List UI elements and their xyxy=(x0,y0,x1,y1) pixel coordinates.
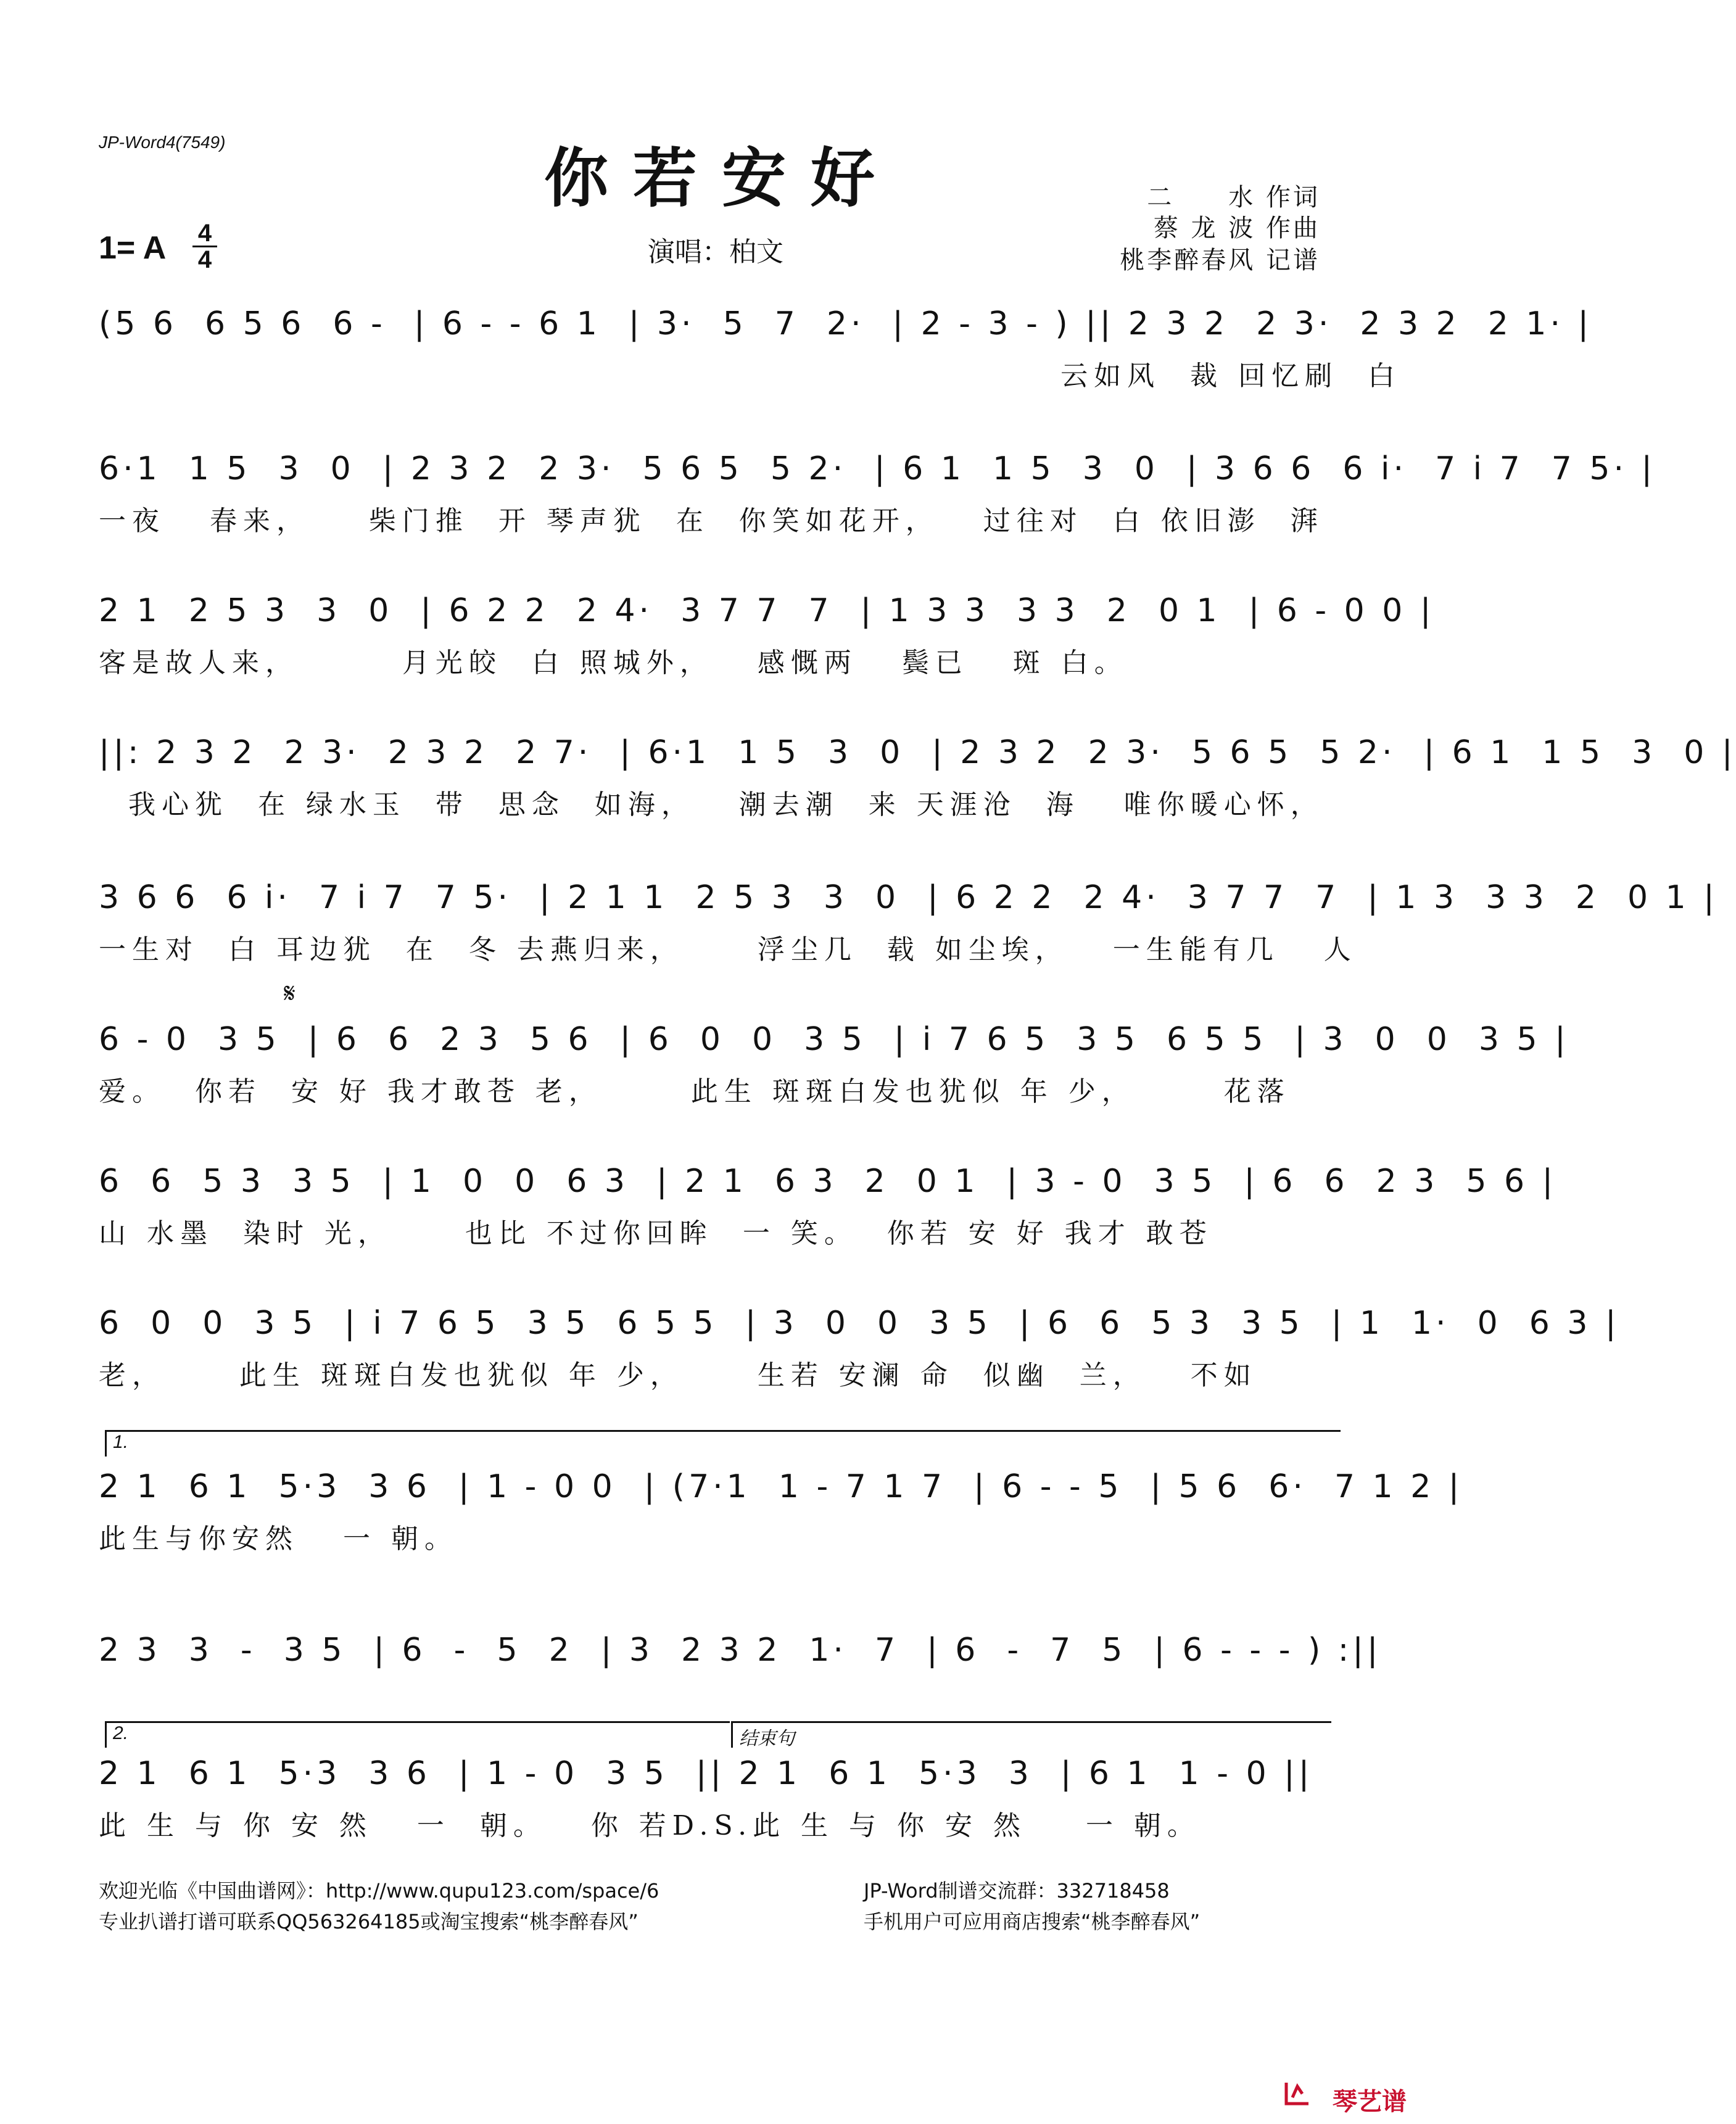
lyrics-line: 爱。 你若 安 好 我才敢苍 老， 此生 斑斑白发也犹似 年 少， 花落 xyxy=(99,1076,1291,1107)
score-row xyxy=(99,1752,1345,1888)
software-version: JP-Word4(7549) xyxy=(99,133,226,152)
notation-line: 2 1 2 5 3 3 0 | 6 2 2 2 4· 3 7 7 7 | 1 3 3 3 3 2 0 1 | 6 - 0 0 | xyxy=(99,592,1435,629)
notation-line: 6 - 0 3 5 | 6 6 2 3 5 6 | 6 0 0 3 5 | i 7 6 5 3 5 6 5 5 | 3 0 0 3 5 | xyxy=(99,1021,1569,1058)
lyrics-line: 老， 此生 斑斑白发也犹似 年 少， 生若 安澜 命 似幽 兰， 不如 xyxy=(99,1360,1257,1391)
footer-group: JP-Word制谱交流群：332718458 xyxy=(864,1879,1170,1903)
ending-label: 结束句 xyxy=(739,1729,795,1749)
time-signature xyxy=(192,222,217,271)
singer: 演唱：柏文 xyxy=(648,236,783,268)
lyrics-line: 此生与你安然 一 朝。 xyxy=(99,1523,458,1555)
lyrics-line: 云如风 裁 回忆刷 白 xyxy=(99,360,1402,392)
score-row xyxy=(99,302,1593,438)
lyrics-line: 此 生 与 你 安 然 一 朝。 你 若D.S.此 生 与 你 安 然 一 朝。 xyxy=(99,1810,1201,1841)
footer-site: 欢迎光临《中国曲谱网》：http://www.qupu123.com/space/6 xyxy=(99,1879,659,1903)
score-row xyxy=(99,1160,1557,1295)
brand-logo-icon xyxy=(1284,2079,1311,2106)
notation-line: 3 6 6 6 i· 7 i 7 7 5· | 2 1 1 2 5 3 3 0 | 6 2 2 2 4· 3 7 7 7 | 1 3 3 3 2 0 1 | xyxy=(99,879,1718,916)
notation-line: 6·1 1 5 3 0 | 2 3 2 2 3· 5 6 5 5 2· | 6 1 1 5 3 0 | 3 6 6 6 i· 7 i 7 7 5· | xyxy=(99,450,1656,487)
credit-lyrics: 二 水 作词 xyxy=(1147,183,1320,212)
segno-sign: 𝄋 xyxy=(284,978,296,1009)
score-row xyxy=(99,1302,1620,1437)
notation-line: 6 6 5 3 3 5 | 1 0 0 6 3 | 2 1 6 3 2 0 1 | 3 - 0 3 5 | 6 6 2 3 5 6 | xyxy=(99,1163,1557,1200)
score-row xyxy=(99,731,1736,867)
song-title: 你若安好 xyxy=(544,140,899,216)
lyrics-line: 山 水墨 染时 光， 也比 不过你回眸 一 笑。 你若 安 好 我才 敢苍 xyxy=(99,1218,1213,1249)
lyrics-line: 客是故人来， 月光皎 白 照城外， 感慨两 鬓已 斑 白。 xyxy=(99,647,1128,679)
notation-line: 2 1 6 1 5·3 3 6 | 1 - 0 3 5 || 2 1 6 1 5·3 3 | 6 1 1 - 0 || xyxy=(99,1755,1313,1792)
lyrics-line: 一生对 白 耳边犹 在 冬 去燕归来， 浮尘几 载 如尘埃， 一生能有几 人 xyxy=(99,934,1357,965)
notation-line: 6 0 0 3 5 | i 7 6 5 3 5 6 5 5 | 3 0 0 3 5 | 6 6 5 3 3 5 | 1 1· 0 6 3 | xyxy=(99,1305,1620,1342)
time-signature-bottom: 4 xyxy=(197,246,212,273)
notation-line: 2 1 6 1 5·3 3 6 | 1 - 0 0 | (7·1 1 - 7 1 7 | 6 - - 5 | 5 6 6· 7 1 2 | xyxy=(99,1468,1463,1505)
footer-app: 手机用户可应用商店搜索“桃李醉春风” xyxy=(864,1910,1201,1933)
volta-bracket-2 xyxy=(105,1721,730,1748)
lyrics-line: 一夜 春来， 柴门推 开 琴声犹 在 你笑如花开， 过往对 白 依旧澎 湃 xyxy=(99,505,1324,537)
brand-name: 琴艺谱 xyxy=(1333,2088,1407,2116)
score-row xyxy=(99,1018,1569,1154)
notation-line: ||: 2 3 2 2 3· 2 3 2 2 7· | 6·1 1 5 3 0 | 2 3 2 2 3· 5 6 5 5 2· | 6 1 1 5 3 0 | xyxy=(99,734,1736,771)
score-row xyxy=(99,589,1435,725)
credit-music: 蔡 龙 波 作曲 xyxy=(1153,214,1320,242)
volta-bracket-1 xyxy=(105,1430,1341,1457)
footer-contact: 专业扒谱打谱可联系QQ563264185或淘宝搜索“桃李醉春风” xyxy=(99,1910,639,1933)
notation-line: (5 6 6 5 6 6 - | 6 - - 6 1 | 3· 5 7 2· | 2 - 3 - ) || 2 3 2 2 3· 2 3 2 2 1· | xyxy=(99,305,1593,342)
time-signature-top: 4 xyxy=(197,220,212,247)
credit-score: 桃李醉春风 记谱 xyxy=(1120,246,1320,275)
lyrics-line: 我心犹 在 绿水玉 带 思念 如海， 潮去潮 来 天涯沧 海 唯你暖心怀， xyxy=(99,789,1324,820)
volta-label-2: 2. xyxy=(113,1723,129,1743)
ending-bracket xyxy=(731,1721,1331,1748)
score-row xyxy=(99,1465,1463,1601)
key-signature: 1= A xyxy=(99,230,167,266)
volta-label-1: 1. xyxy=(113,1432,129,1452)
score-row xyxy=(99,447,1656,583)
notation-line: 2 3 3 - 3 5 | 6 - 5 2 | 3 2 3 2 1· 7 | 6 - 7 5 | 6 - - - ) :|| xyxy=(99,1632,1382,1669)
